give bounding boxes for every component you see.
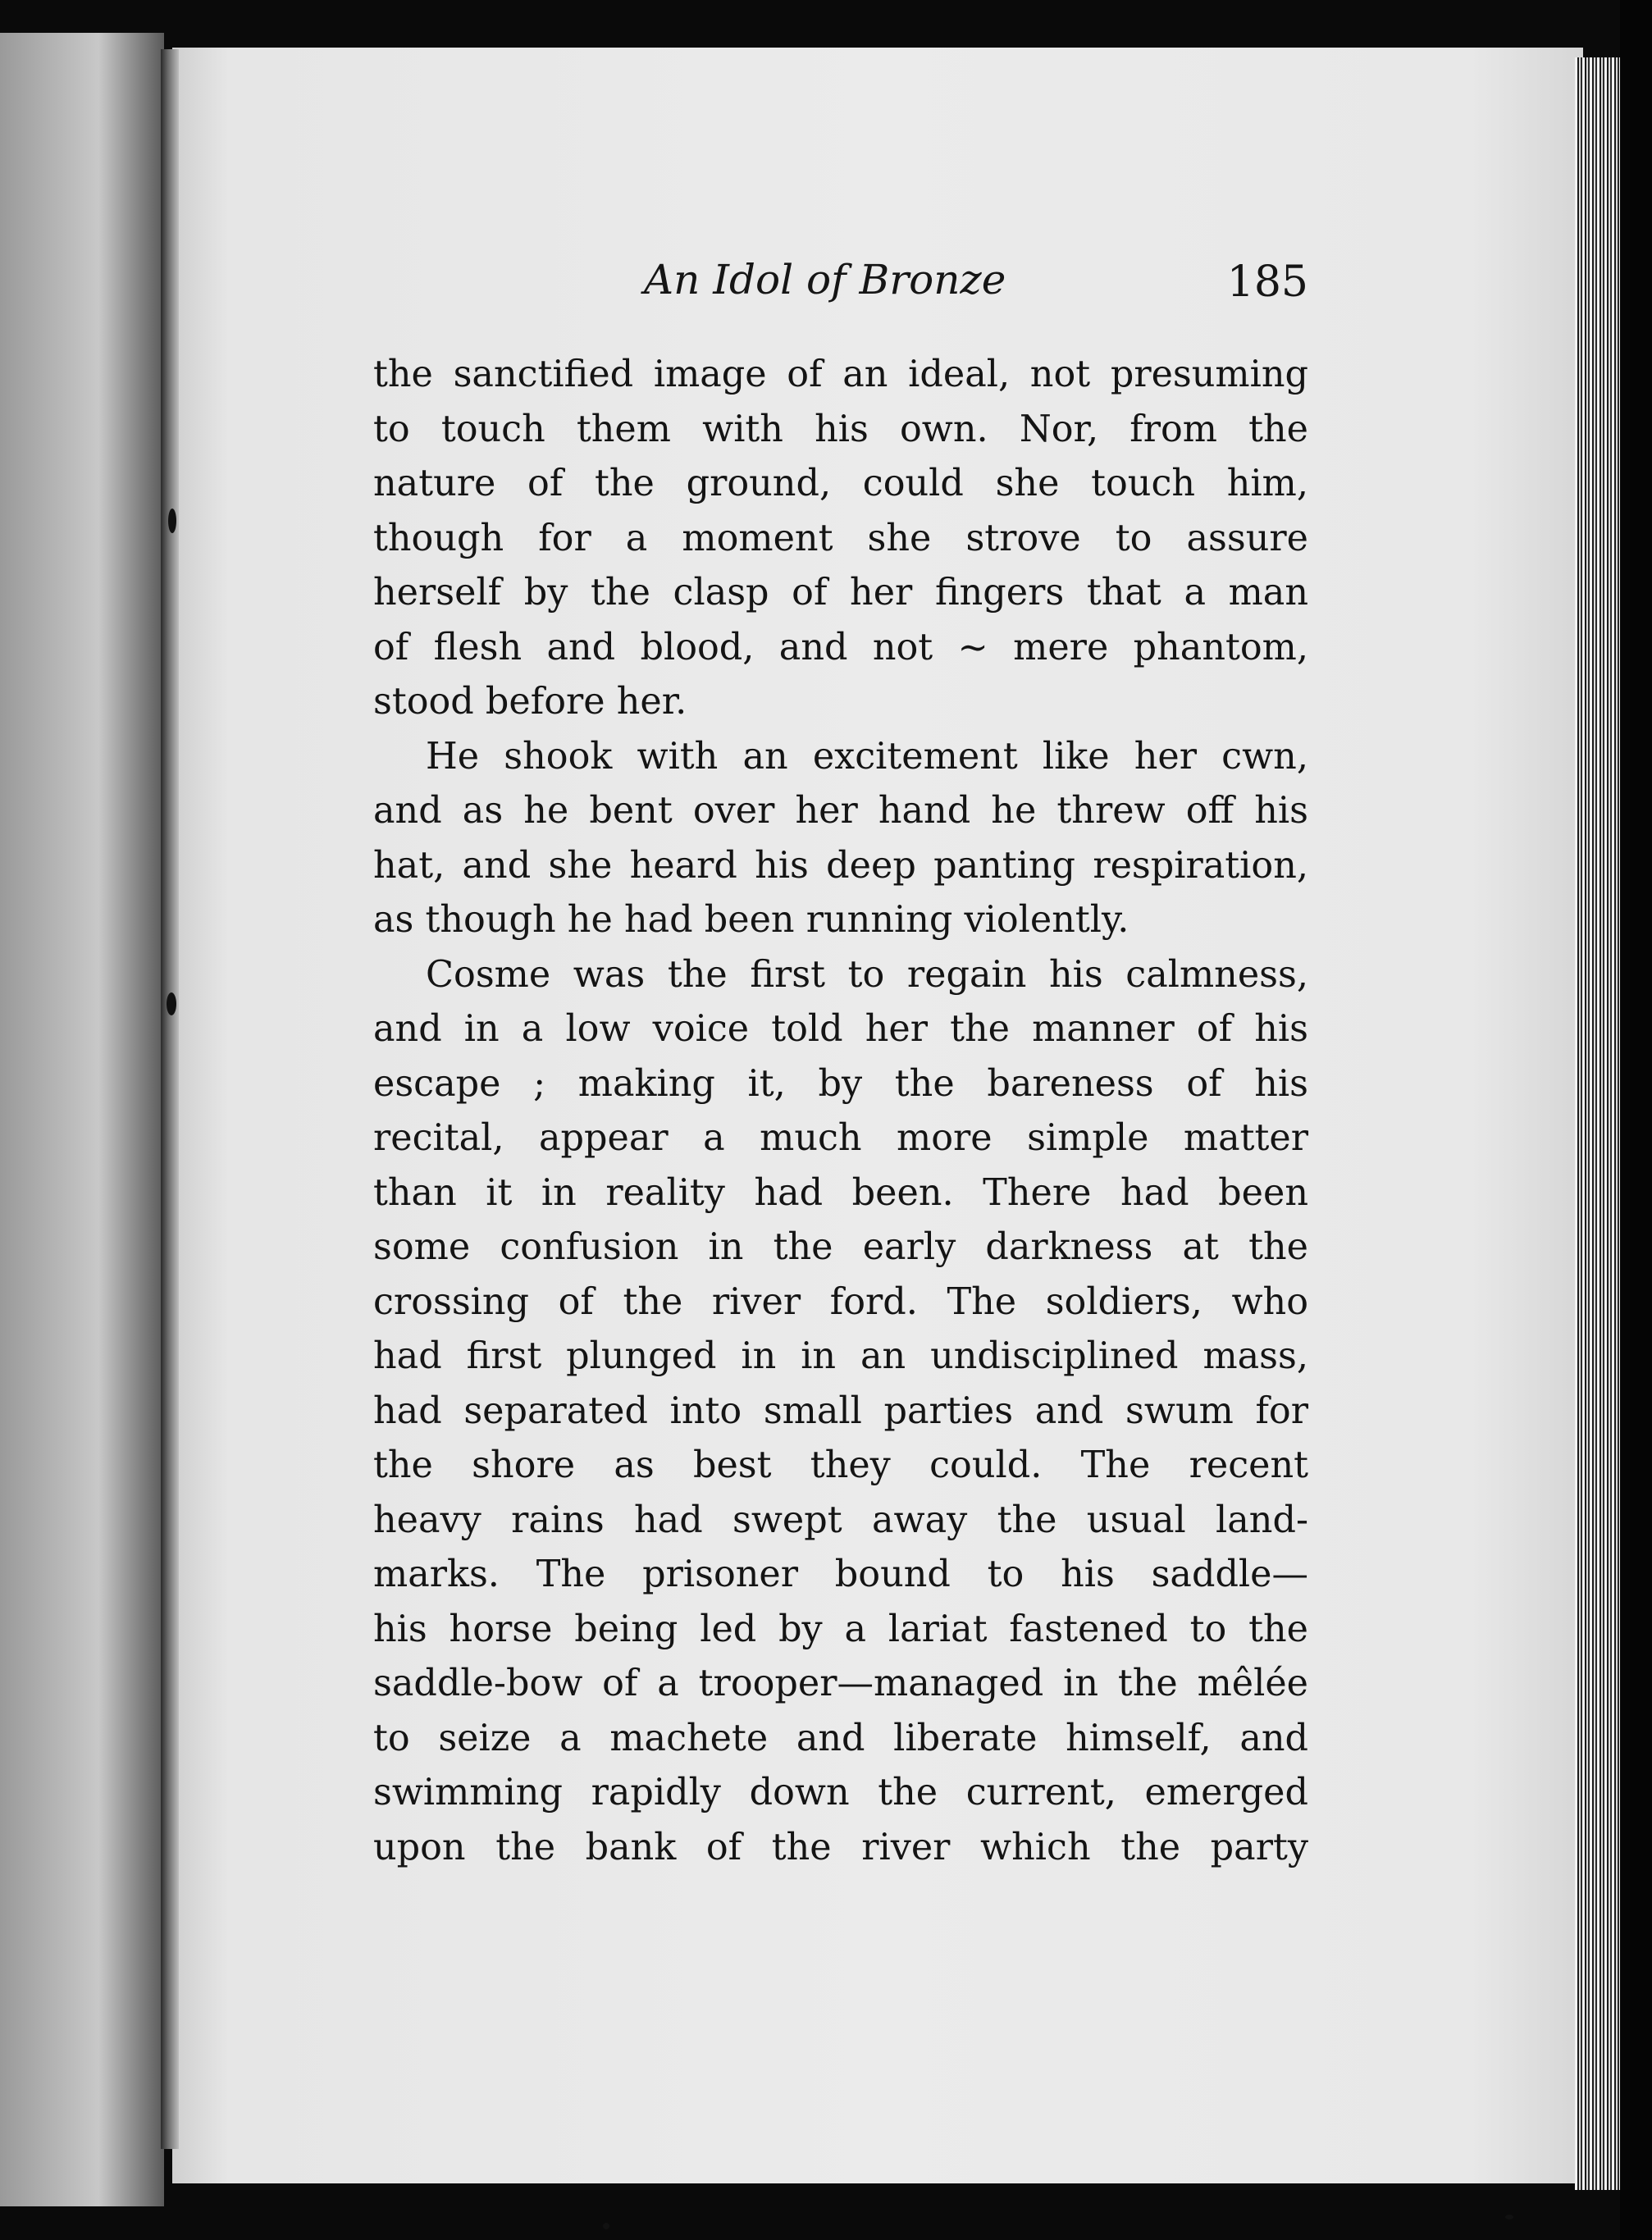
text-line: and in a low voice told her the manner of his — [373, 1008, 1308, 1050]
text-line: and as he bent over her hand he threw off his — [373, 790, 1308, 832]
text-line: upon the bank of the river which the party — [373, 1826, 1308, 1868]
gutter-shadow — [161, 49, 179, 2149]
text-line: than it in reality had been. There had been — [373, 1171, 1308, 1214]
scan-speck — [168, 509, 176, 533]
text-line: as though he had been running violently. — [373, 899, 1129, 941]
scan-border-right — [1620, 0, 1652, 2240]
text-line: though for a moment she strove to assure — [373, 517, 1308, 559]
text-line: escape ; making it, by the bareness of his — [373, 1062, 1308, 1105]
scan-speck — [1505, 2215, 1513, 2219]
text-line: to touch them with his own. Nor, from the — [373, 408, 1308, 450]
text-line: nature of the ground, could she touch him, — [373, 463, 1308, 504]
text-line: He shook with an excitement like her cwn, — [426, 735, 1308, 778]
text-line: marks. The prisoner bound to his saddle— — [373, 1553, 1308, 1595]
text-line: his horse being led by a lariat fastened to the — [373, 1608, 1308, 1650]
running-title: An Idol of Bronze — [644, 256, 1006, 303]
text-line: stood before her. — [373, 681, 687, 723]
text-line: saddle-bow of a trooper—managed in the mêlée — [373, 1663, 1308, 1704]
text-line: recital, appear a much more simple matter — [373, 1117, 1308, 1159]
text-line: to seize a machete and liberate himself, and — [373, 1717, 1308, 1759]
text-line: heavy rains had swept away the usual land- — [373, 1499, 1308, 1541]
body-text — [373, 348, 1308, 1875]
text-line: crossing of the river ford. The soldiers, who — [373, 1280, 1308, 1323]
text-line: the shore as best they could. The recent — [373, 1444, 1308, 1486]
text-line: Cosme was the first to regain his calmness, — [426, 953, 1308, 996]
text-line: the sanctified image of an ideal, not presuming — [373, 354, 1308, 395]
text-line: some confusion in the early darkness at the — [373, 1226, 1308, 1268]
facing-page-edge — [0, 33, 164, 2206]
text-line: herself by the clasp of her fingers that a man — [373, 572, 1308, 614]
page-header — [373, 256, 1308, 330]
text-line: of flesh and blood, and not ~ mere phantom, — [373, 626, 1308, 668]
text-line: hat, and she heard his deep panting respiration, — [373, 844, 1308, 887]
text-line: swimming rapidly down the current, emerged — [373, 1772, 1308, 1813]
text-line: had separated into small parties and swum for — [373, 1389, 1308, 1432]
scan-speck — [603, 2223, 609, 2229]
text-line: had first plunged in in an undisciplined mass, — [373, 1335, 1308, 1377]
page-number: 185 — [1226, 258, 1308, 307]
scan-speck — [167, 992, 176, 1015]
